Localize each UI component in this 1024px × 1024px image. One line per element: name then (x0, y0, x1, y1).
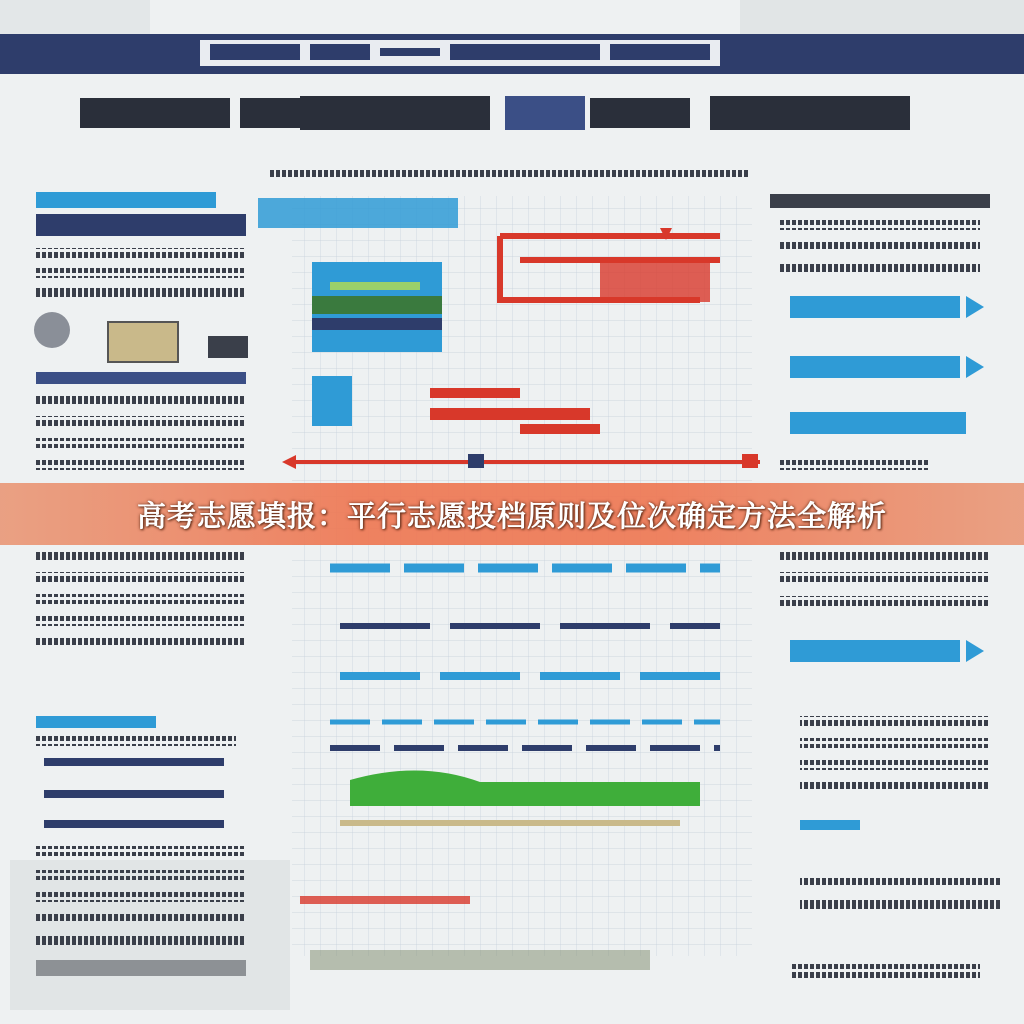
page-title: 高考志愿填报：平行志愿投档原则及位次确定方法全解析 (136, 498, 887, 533)
